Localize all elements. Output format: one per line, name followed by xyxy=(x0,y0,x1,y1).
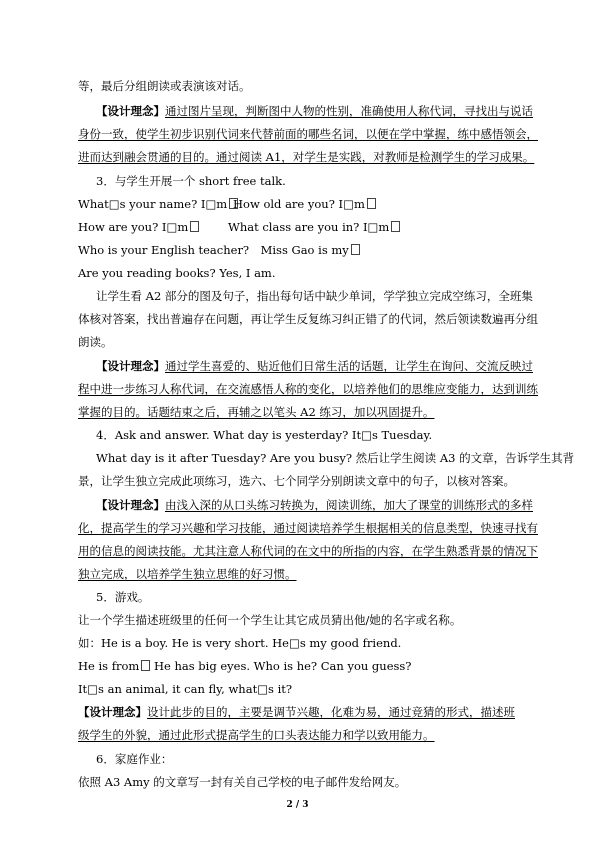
blank-box-icon xyxy=(141,660,150,671)
design-concept-text: 设计此步的目的，主要是调节兴趣，化难为易，通过竞猜的形式，描述班 xyxy=(147,705,515,719)
design-concept-line xyxy=(96,104,533,119)
design-concept-text: 由浅入深的从口头练习转换为，阅读训练，加大了课堂的训练形式的多样 xyxy=(165,498,533,512)
paragraph-line: 体核对答案，找出普遍存在问题，再让学生反复练习纠正错了的代词，然后领读数遍再分组 xyxy=(78,312,538,326)
dialogue-text: How are you? I□m xyxy=(78,220,189,234)
blank-box-icon xyxy=(391,221,400,232)
dialogue-text: How old are you? I□m xyxy=(233,197,365,211)
design-concept-tag: 【设计理念】 xyxy=(96,359,165,373)
example-text: He has big eyes. Who is he? Can you guess? xyxy=(153,659,412,673)
dialogue-line xyxy=(78,243,360,258)
design-concept-line xyxy=(96,498,533,513)
blank-box-icon xyxy=(190,221,199,232)
design-concept-line xyxy=(96,359,533,374)
dialogue-text: Who is your English teacher? Miss Gao is my xyxy=(78,243,349,257)
design-concept-line: 用的信息的阅读技能。尤其注意人称代词的在文中的所指的内容，在学生熟悉背景的情况下 xyxy=(78,544,538,558)
design-concept-line: 程中进一步练习人称代词，在交流感悟人称的变化，以培养他们的思维应变能力，达到训练 xyxy=(78,382,538,396)
step-heading: 5．游戏。 xyxy=(96,590,150,604)
design-concept-line: 化，提高学生的学习兴趣和学习技能，通过阅读培养学生根据相关的信息类型，快速寻找有 xyxy=(78,521,538,535)
dialogue-line: Are you reading books? Yes, I am. xyxy=(78,266,276,280)
dialogue-text: What□s your name? I□m xyxy=(78,197,228,211)
dialogue-text: What class are you in? I□m xyxy=(228,220,390,234)
design-concept-line: 独立完成，以培养学生独立思维的好习惯。 xyxy=(78,567,297,581)
design-concept-text: 通过图片呈现，判断图中人物的性别，准确使用人称代词，寻找出与说话 xyxy=(165,104,533,118)
paragraph-line: 朗读。 xyxy=(78,335,113,349)
paragraph-line: 让学生看 A2 部分的图及句子，指出每句话中缺少单词，学学独立完成空练习，全班集 xyxy=(96,289,533,303)
example-line xyxy=(78,659,411,674)
design-concept-text: 通过学生喜爱的、贴近他们日常生活的话题，让学生在询问、交流反映过 xyxy=(165,359,533,373)
paragraph-line: 让一个学生描述班级里的任何一个学生让其它成员猜出他/她的名字或名称。 xyxy=(78,613,462,627)
paragraph-line: What day is it after Tuesday? Are you busy? 然后让学生阅读 A3 的文章，告诉学生其背 xyxy=(96,451,575,465)
dialogue-line xyxy=(233,197,376,212)
dialogue-line xyxy=(78,220,199,235)
design-concept-line: 掌握的目的。话题结束之后，再辅之以笔头 A2 练习，加以巩固提升。 xyxy=(78,405,435,419)
blank-box-icon xyxy=(351,244,360,255)
dialogue-line xyxy=(78,197,238,212)
example-text: He is from xyxy=(78,659,140,673)
step-heading: 4．Ask and answer. What day is yesterday? It□s Tuesday. xyxy=(96,428,433,442)
step-heading: 3．与学生开展一个 short free talk. xyxy=(96,174,286,188)
page-number: 2 / 3 xyxy=(286,800,309,810)
design-concept-tag: 【设计理念】 xyxy=(78,705,147,719)
paragraph-line: 等，最后分组朗读或表演该对话。 xyxy=(78,79,251,93)
paragraph-line: 景，让学生独立完成此项练习，选六、七个同学分别朗读文章中的句子，以核对答案。 xyxy=(78,474,515,488)
example-line: 如：He is a boy. He is very short. He□s my good friend. xyxy=(78,636,402,650)
design-concept-line: 级学生的外貌，通过此形式提高学生的口头表达能力和学以致用能力。 xyxy=(78,728,435,742)
blank-box-icon xyxy=(367,198,376,209)
example-line: It□s an animal, it can fly, what□s it? xyxy=(78,682,293,696)
design-concept-line: 身份一致，使学生初步识别代词来代替前面的哪些名词，以便在学中掌握，练中感悟领会， xyxy=(78,127,538,141)
design-concept-line: 进而达到融会贯通的目的。通过阅读 A1，对学生是实践，对教师是检测学生的学习成果。 xyxy=(78,150,535,164)
dialogue-line xyxy=(228,220,400,235)
design-concept-tag: 【设计理念】 xyxy=(96,104,165,118)
step-heading: 6．家庭作业： xyxy=(96,752,173,766)
paragraph-line: 依照 A3 Amy 的文章写一封有关自己学校的电子邮件发给网友。 xyxy=(78,775,407,789)
design-concept-tag: 【设计理念】 xyxy=(96,498,165,512)
design-concept-line xyxy=(78,705,515,720)
